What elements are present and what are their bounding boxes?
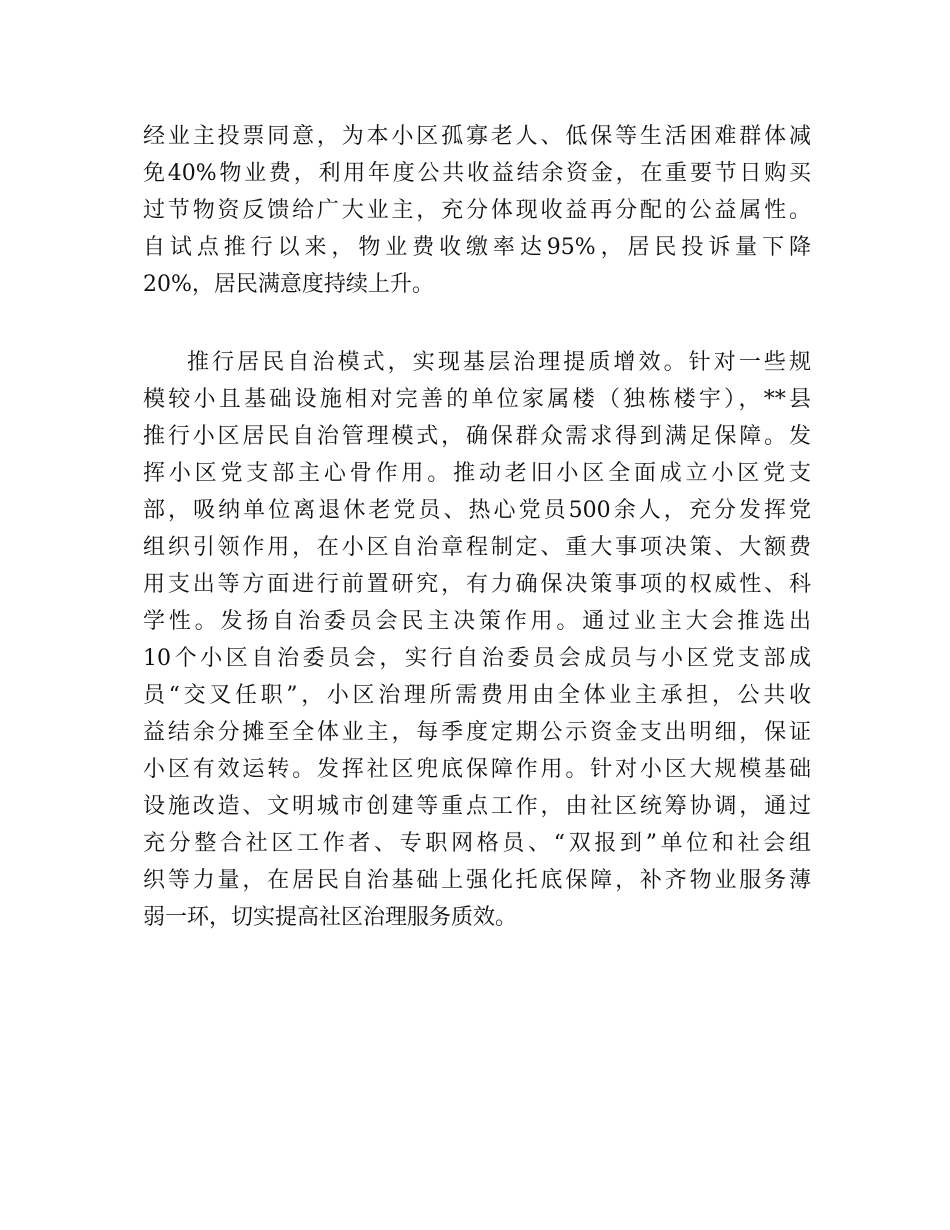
paragraph-line: 免40%物业费，利用年度公共收益结余资金，在重要节日购买 bbox=[143, 161, 811, 186]
paragraph-line: 织等力量，在居民自治基础上强化托底保障，补齐物业服务薄 bbox=[143, 868, 811, 893]
paragraph-line: 过节物资反馈给广大业主，充分体现收益再分配的公益属性。 bbox=[143, 198, 811, 223]
paragraph-line: 部，吸纳单位离退休老党员、热心党员500余人，充分发挥党 bbox=[143, 498, 811, 523]
paragraph-line: 小区有效运转。发挥社区兜底保障作用。针对小区大规模基础 bbox=[143, 757, 811, 782]
paragraph-line: 10个小区自治委员会，实行自治委员会成员与小区党支部成 bbox=[143, 646, 811, 671]
paragraph-line: 学性。发扬自治委员会民主决策作用。通过业主大会推选出 bbox=[143, 609, 811, 634]
paragraph-line: 推行小区居民自治管理模式，确保群众需求得到满足保障。发 bbox=[143, 424, 811, 449]
paragraph-line: 20%，居民满意度持续上升。 bbox=[143, 272, 434, 297]
paragraph-1 bbox=[143, 118, 811, 303]
paragraph-line: 推行居民自治模式，实现基层治理提质增效。针对一些规 bbox=[187, 350, 811, 375]
paragraph-line: 弱一环，切实提高社区治理服务质效。 bbox=[143, 905, 518, 930]
paragraph-line: 用支出等方面进行前置研究，有力确保决策事项的权威性、科 bbox=[143, 572, 811, 597]
paragraph-line: 挥小区党支部主心骨作用。推动老旧小区全面成立小区党支 bbox=[143, 461, 811, 486]
paragraph-2 bbox=[143, 344, 811, 936]
paragraph-line: 员“交叉任职”，小区治理所需费用由全体业主承担，公共收 bbox=[143, 683, 811, 708]
paragraph-line: 组织引领作用，在小区自治章程制定、重大事项决策、大额费 bbox=[143, 535, 811, 560]
paragraph-line: 模较小且基础设施相对完善的单位家属楼（独栋楼宇），**县 bbox=[143, 387, 811, 412]
paragraph-line: 益结余分摊至全体业主，每季度定期公示资金支出明细，保证 bbox=[143, 720, 811, 745]
paragraph-line: 经业主投票同意，为本小区孤寡老人、低保等生活困难群体减 bbox=[143, 124, 811, 149]
paragraph-line: 充分整合社区工作者、专职网格员、“双报到”单位和社会组 bbox=[143, 831, 811, 856]
paragraph-line: 自试点推行以来，物业费收缴率达95%，居民投诉量下降 bbox=[143, 235, 811, 260]
paragraph-line: 设施改造、文明城市创建等重点工作，由社区统筹协调，通过 bbox=[143, 794, 811, 819]
